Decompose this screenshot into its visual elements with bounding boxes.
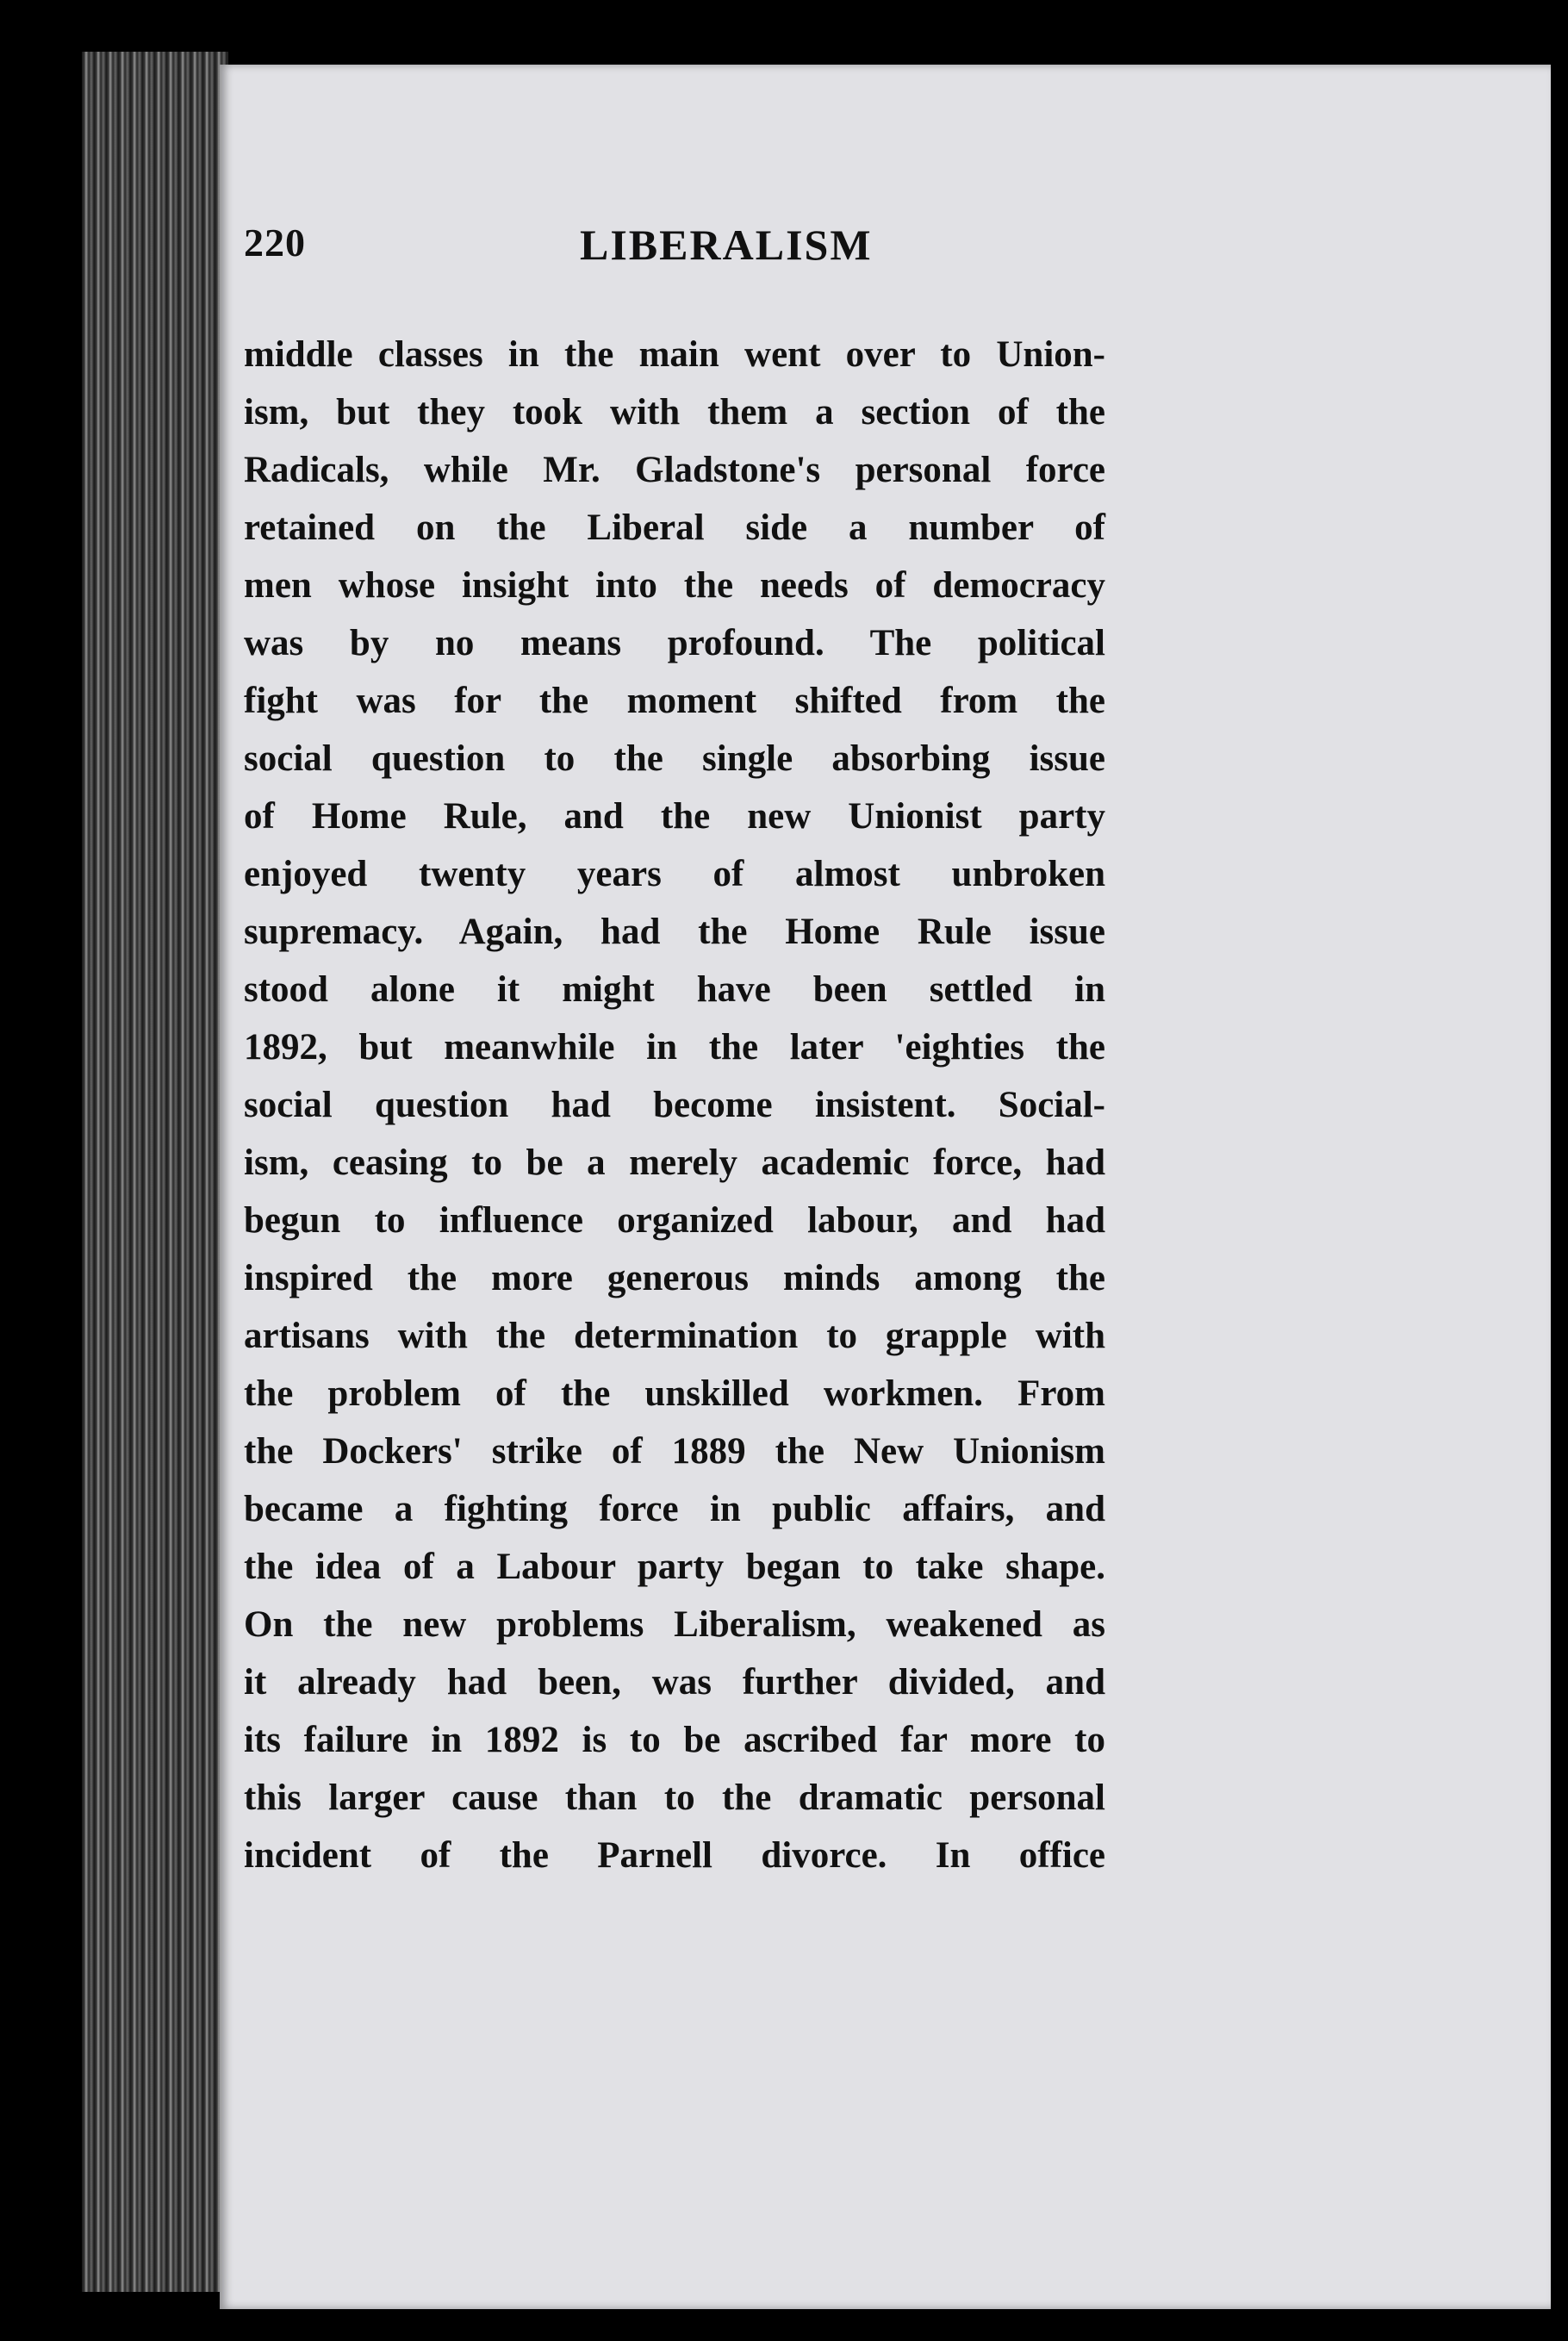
text-line: enjoyed twenty years of almost unbroken — [244, 854, 1105, 894]
text-line: its failure in 1892 is to be ascribed far more to — [244, 1720, 1105, 1760]
text-line: the Dockers' strike of 1889 the New Unionism — [244, 1431, 1105, 1472]
text-line: artisans with the determination to grapple with — [244, 1316, 1105, 1356]
text-line: fight was for the moment shifted from the — [244, 681, 1105, 721]
text-line: men whose insight into the needs of democracy — [244, 565, 1105, 606]
text-line: of Home Rule, and the new Unionist party — [244, 796, 1105, 837]
text-line: 1892, but meanwhile in the later 'eighties the — [244, 1027, 1105, 1068]
text-line: ism, but they took with them a section of the — [244, 392, 1105, 433]
text-line: it already had been, was further divided, and — [244, 1662, 1105, 1703]
text-line: supremacy. Again, had the Home Rule issue — [244, 912, 1105, 952]
book-page-edges — [82, 52, 228, 2292]
page-number: 220 — [244, 221, 306, 265]
text-line: begun to influence organized labour, and had — [244, 1200, 1105, 1241]
page-header — [244, 220, 1142, 289]
text-line: middle classes in the main went over to Union- — [244, 334, 1105, 375]
text-line: retained on the Liberal side a number of — [244, 507, 1105, 548]
text-line: the idea of a Labour party began to take shape. — [244, 1547, 1105, 1587]
text-line: On the new problems Liberalism, weakened as — [244, 1604, 1105, 1645]
text-line: incident of the Parnell divorce. In office — [244, 1835, 1105, 1876]
text-line: social question had become insistent. Social- — [244, 1085, 1105, 1125]
text-line: this larger cause than to the dramatic personal — [244, 1778, 1105, 1818]
text-line: inspired the more generous minds among the — [244, 1258, 1105, 1298]
body-text — [244, 326, 1105, 1884]
running-title: LIBERALISM — [580, 221, 873, 269]
text-line: ism, ceasing to be a merely academic force, had — [244, 1142, 1105, 1183]
text-line: the problem of the unskilled workmen. From — [244, 1373, 1105, 1414]
text-line: Radicals, while Mr. Gladstone's personal force — [244, 450, 1105, 490]
text-line: became a fighting force in public affairs, and — [244, 1489, 1105, 1529]
text-line: stood alone it might have been settled in — [244, 969, 1105, 1010]
text-line: was by no means profound. The political — [244, 623, 1105, 663]
text-line: social question to the single absorbing issue — [244, 738, 1105, 779]
